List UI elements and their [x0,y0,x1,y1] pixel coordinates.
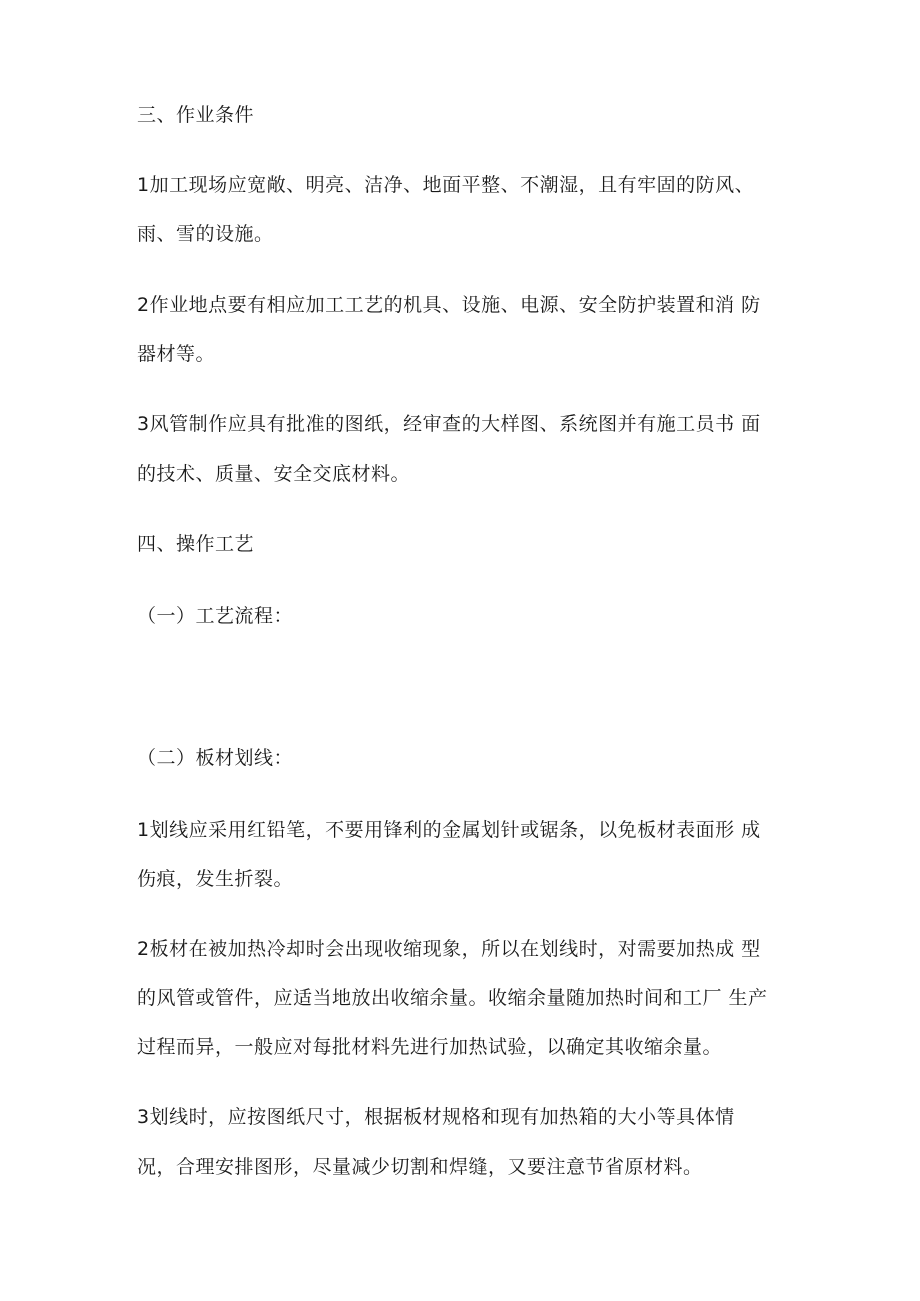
condition-3-line-1: 3风管制作应具有批准的图纸，经审查的大样图、系统图并有施工员书 面 [137,413,761,435]
condition-2-line-1: 2作业地点要有相应加工工艺的机具、设施、电源、安全防护装置和消 防 [137,294,761,316]
section-3-heading: 三、作业条件 [137,104,255,126]
subsection-marking-heading: （二）板材划线： [137,747,294,769]
condition-3-line-2: 的技术、质量、安全交底材料。 [137,463,411,485]
marking-3-line-2: 况，合理安排图形，尽量减少切割和焊缝，又要注意节省原材料。 [137,1156,703,1178]
marking-2-line-3: 过程而异，一般应对每批材料先进行加热试验，以确定其收缩余量。 [137,1036,723,1058]
condition-1-line-1: 1加工现场应宽敞、明亮、洁净、地面平整、不潮湿，且有牢固的防风、 [137,174,755,196]
marking-2-line-1: 2板材在被加热冷却时会出现收缩现象，所以在划线时，对需要加热成 型 [137,938,761,960]
marking-2-line-2: 的风管或管件，应适当地放出收缩余量。收缩余量随加热时间和工厂 生产 [137,987,768,1009]
marking-1-line-2: 伤痕，发生折裂。 [137,868,294,890]
condition-2-line-2: 器材等。 [137,343,216,365]
section-4-heading: 四、操作工艺 [137,533,255,555]
marking-3-line-1: 3划线时，应按图纸尺寸，根据板材规格和现有加热箱的大小等具体情 [137,1106,735,1128]
marking-1-line-1: 1划线应采用红铅笔，不要用锋利的金属划针或锯条，以免板材表面形 成 [137,819,761,841]
condition-1-line-2: 雨、雪的设施。 [137,223,274,245]
subsection-process-flow-heading: （一）工艺流程： [137,605,294,627]
